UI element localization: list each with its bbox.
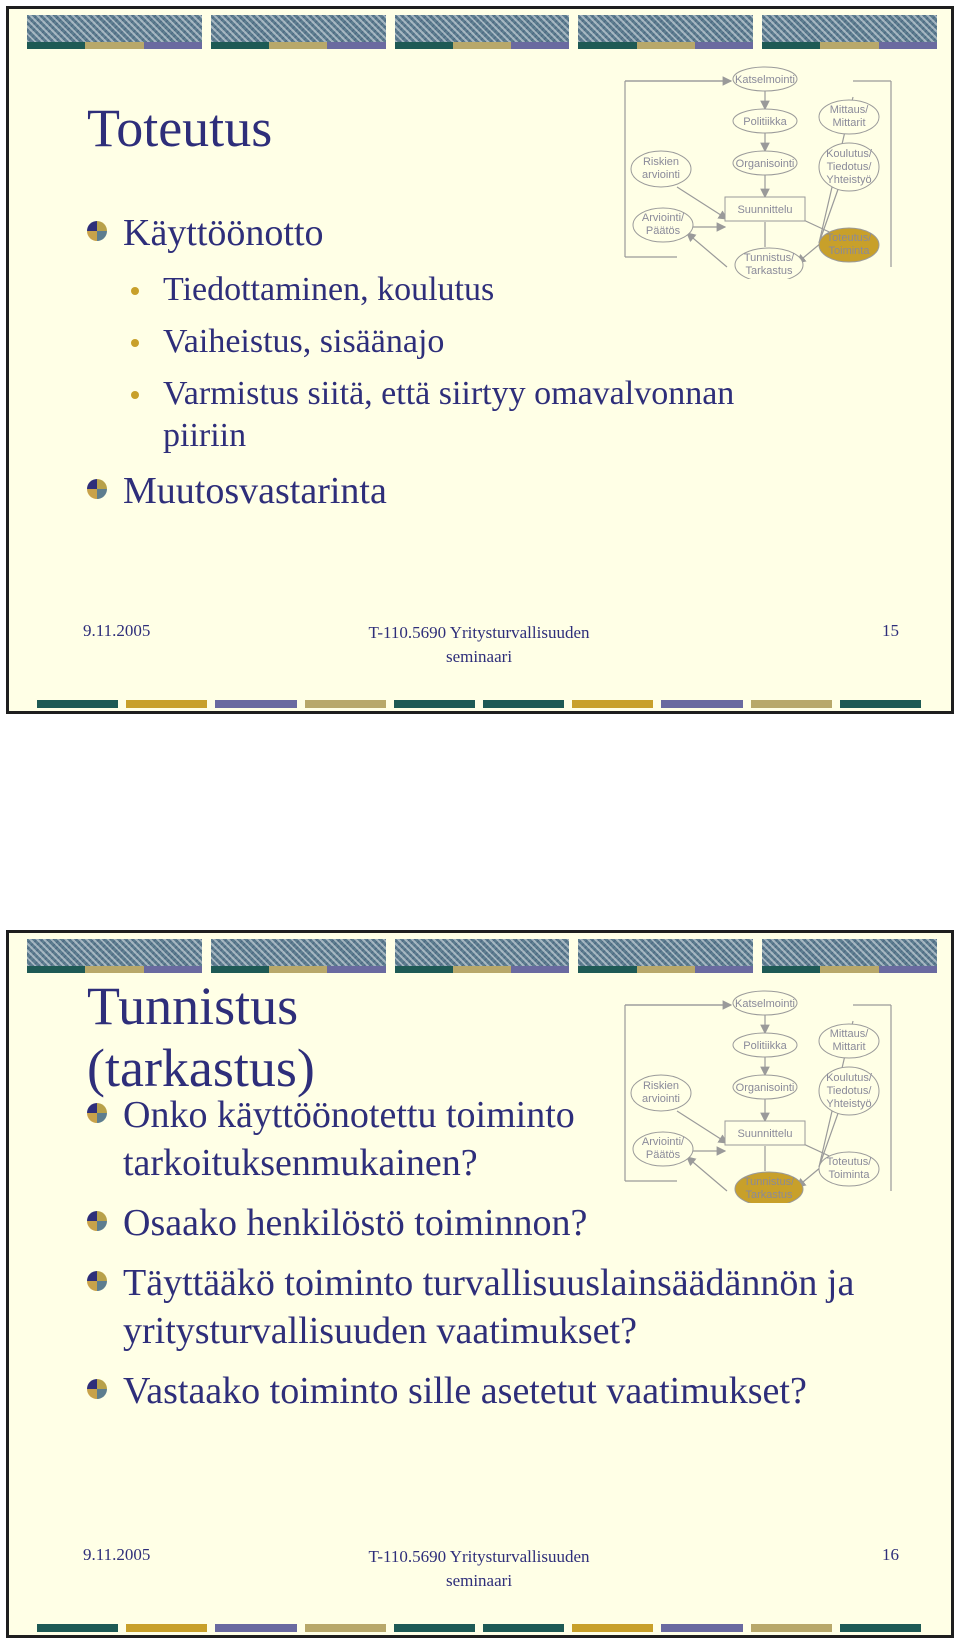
diagram-label-arviointi-2: Päätös <box>645 1149 681 1161</box>
bullet-item: Onko käyttöönotettu toiminto tarkoituksenmukainen? <box>87 1091 643 1187</box>
sub-bullet-dot <box>131 391 139 399</box>
bullet-list <box>87 1091 907 1427</box>
header-pattern-block <box>27 939 202 973</box>
bullet-item: Osaako henkilöstö toiminnon? <box>87 1199 907 1247</box>
diagram-label-mittaus-1: Mittaus/ <box>829 104 869 116</box>
footer-band-segment <box>126 1624 207 1632</box>
slide-title: Toteutus <box>87 98 273 158</box>
bullet-icon <box>87 479 107 499</box>
diagram-label-toteutus-2: Toiminta <box>828 1169 870 1181</box>
footer-band-segment <box>840 700 921 708</box>
diagram-label-tunnistus-1: Tunnistus/ <box>743 1176 795 1188</box>
footer-band-segment <box>394 700 475 708</box>
sub-bullet-item: Varmistus siitä, että siirtyy omavalvonnan piiriin <box>87 373 803 457</box>
bullet-icon <box>87 1271 107 1291</box>
footer-band-segment <box>305 1624 386 1632</box>
header-pattern-block <box>395 15 570 49</box>
diagram-label-riskien-2: arviointi <box>642 1093 680 1105</box>
slide-16 <box>6 930 954 1638</box>
bullet-item: Täyttääkö toiminto turvallisuuslainsäädännön ja yritysturvallisuuden vaatimukset? <box>87 1259 907 1355</box>
footer-band-segment <box>483 1624 564 1632</box>
footer-band-segment <box>483 700 564 708</box>
footer-band-segment <box>840 1624 921 1632</box>
bullet-item: Vastaako toiminto sille asetetut vaatimukset? <box>87 1367 907 1415</box>
diagram-label-politiikka: Politiikka <box>743 116 787 128</box>
slide-title: Tunnistus (tarkastus) <box>87 976 315 1098</box>
footer-page-number: 15 <box>882 621 899 640</box>
diagram-label-arviointi-1: Arviointi/ <box>641 1136 685 1148</box>
footer-band-segment <box>215 1624 296 1632</box>
diagram-label-mittaus-2: Mittarit <box>832 1041 866 1053</box>
footer-band-segment <box>661 1624 742 1632</box>
diagram-label-politiikka: Politiikka <box>743 1040 787 1052</box>
decorative-footer-band <box>37 1624 921 1632</box>
footer-band-segment <box>394 1624 475 1632</box>
header-pattern-block <box>762 15 937 49</box>
diagram-label-koulutus-3: Yhteistyö <box>826 1098 872 1110</box>
diagram-label-mittaus-1: Mittaus/ <box>829 1028 869 1040</box>
diagram-label-arviointi-1: Arviointi/ <box>641 212 685 224</box>
footer-band-segment <box>751 700 832 708</box>
footer-date: 9.11.2005 <box>83 621 151 640</box>
diagram-label-arviointi-2: Päätös <box>645 225 681 237</box>
diagram-label-tunnistus-1: Tunnistus/ <box>743 252 795 264</box>
diagram-label-toteutus-1: Toteutus/ <box>826 1156 872 1168</box>
diagram-label-koulutus-3: Yhteistyö <box>826 174 872 186</box>
header-pattern-block <box>762 939 937 973</box>
footer-band-segment <box>37 1624 118 1632</box>
footer-band-segment <box>661 700 742 708</box>
footer-band-segment <box>215 700 296 708</box>
sub-bullet-item: Vaiheistus, sisäänajo <box>87 321 787 363</box>
bullet-icon <box>87 221 107 241</box>
diagram-label-koulutus-2: Tiedotus/ <box>826 1085 872 1097</box>
diagram-label-suunnittelu: Suunnittelu <box>737 1128 793 1140</box>
diagram-label-riskien-2: arviointi <box>642 169 680 181</box>
bullet-item: Muutosvastarinta <box>87 467 787 515</box>
footer-band-segment <box>572 700 653 708</box>
header-pattern-block <box>211 15 386 49</box>
diagram-label-mittaus-2: Mittarit <box>832 117 866 129</box>
decorative-header-band <box>27 939 937 973</box>
sub-bullet-dot <box>131 339 139 347</box>
sub-bullet-dot <box>131 287 139 295</box>
footer-band-segment <box>305 700 386 708</box>
diagram-label-organisointi: Organisointi <box>735 1082 795 1094</box>
footer-band-segment <box>126 700 207 708</box>
header-pattern-block <box>211 939 386 973</box>
bullet-icon <box>87 1211 107 1231</box>
diagram-label-tunnistus-2: Tarkastus <box>745 265 793 277</box>
diagram-label-suunnittelu: Suunnittelu <box>737 204 793 216</box>
header-pattern-block <box>578 15 753 49</box>
footer-date: 9.11.2005 <box>83 1545 151 1564</box>
decorative-header-band <box>27 15 937 49</box>
footer-course: T-110.5690 Yritysturvallisuuden seminaari <box>368 1547 590 1590</box>
diagram-label-riskien-1: Riskien <box>642 156 680 168</box>
diagram-label-katselmointi: Katselmointi <box>735 998 795 1010</box>
bullet-icon <box>87 1103 107 1123</box>
diagram-label-koulutus-1: Koulutus/ <box>826 148 872 160</box>
slide-15 <box>6 6 954 714</box>
bullet-icon <box>87 1379 107 1399</box>
footer-band-segment <box>572 1624 653 1632</box>
footer-course: T-110.5690 Yritysturvallisuuden seminaari <box>368 623 590 666</box>
diagram-label-koulutus-1: Koulutus/ <box>826 1072 872 1084</box>
diagram-label-riskien-1: Riskien <box>642 1080 680 1092</box>
bullet-list <box>87 209 787 527</box>
footer-band-segment <box>37 700 118 708</box>
header-pattern-block <box>27 15 202 49</box>
diagram-label-toteutus-1: Toteutus/ <box>826 232 872 244</box>
bullet-item: Käyttöönotto <box>87 209 787 257</box>
diagram-label-katselmointi: Katselmointi <box>735 74 795 86</box>
sub-bullet-item: Tiedottaminen, koulutus <box>87 269 787 311</box>
diagram-label-tunnistus-2: Tarkastus <box>745 1189 793 1201</box>
footer-band-segment <box>751 1624 832 1632</box>
header-pattern-block <box>395 939 570 973</box>
footer-page-number: 16 <box>882 1545 899 1564</box>
decorative-footer-band <box>37 700 921 708</box>
diagram-label-organisointi: Organisointi <box>735 158 795 170</box>
diagram-label-koulutus-2: Tiedotus/ <box>826 161 872 173</box>
header-pattern-block <box>578 939 753 973</box>
diagram-label-toteutus-2: Toiminta <box>828 245 870 257</box>
